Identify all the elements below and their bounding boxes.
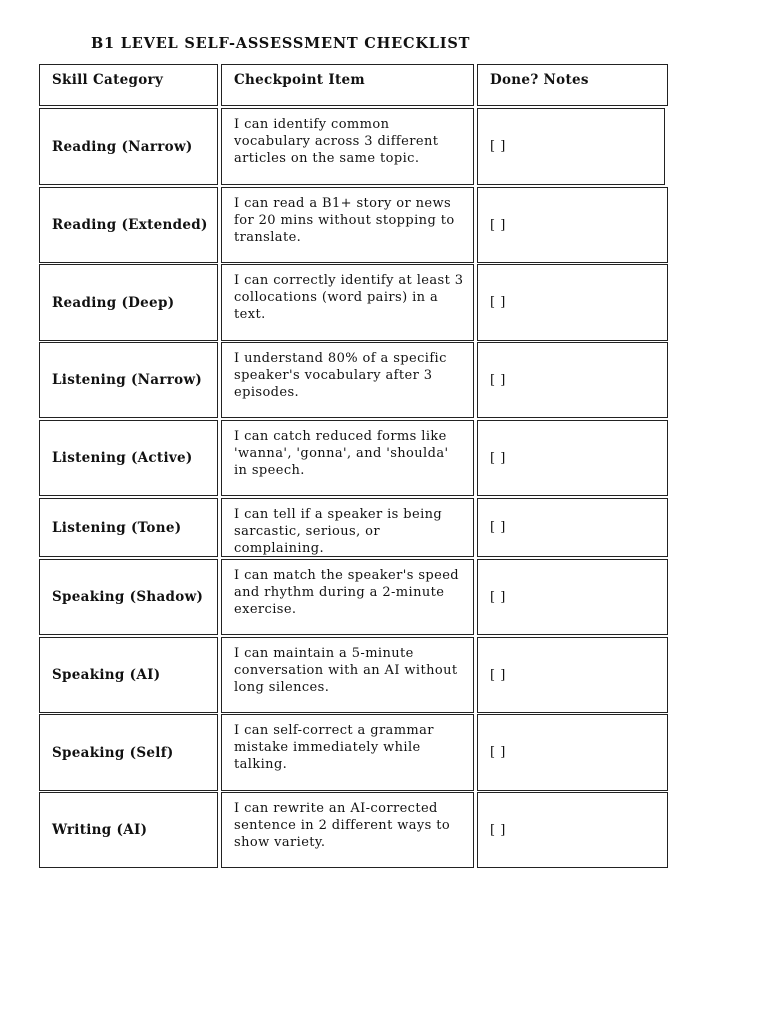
header-skill-category: Skill Category — [39, 64, 218, 106]
checkpoint-item-cell: I can catch reduced forms like 'wanna', 'gonna', and 'shoulda' in speech. — [221, 420, 474, 496]
done-notes-cell[interactable]: [ ] — [477, 108, 665, 185]
header-checkpoint-item: Checkpoint Item — [221, 64, 474, 106]
done-notes-cell[interactable]: [ ] — [477, 559, 668, 635]
skill-category-cell: Listening (Tone) — [39, 498, 218, 557]
checkpoint-item-cell: I can tell if a speaker is being sarcastic, serious, or complaining. — [221, 498, 474, 557]
header-done-notes: Done? Notes — [477, 64, 668, 106]
checkpoint-item-cell: I can maintain a 5-minute conversation with an AI without long silences. — [221, 637, 474, 713]
checkpoint-item-cell: I can read a B1+ story or news for 20 mins without stopping to translate. — [221, 187, 474, 263]
skill-category-cell: Listening (Narrow) — [39, 342, 218, 418]
skill-category-cell: Speaking (Shadow) — [39, 559, 218, 635]
skill-category-cell: Listening (Active) — [39, 420, 218, 496]
checkpoint-item-cell: I can identify common vocabulary across 3 different articles on the same topic. — [221, 108, 474, 185]
done-notes-cell[interactable]: [ ] — [477, 498, 668, 557]
skill-category-cell: Reading (Extended) — [39, 187, 218, 263]
checkpoint-item-cell: I understand 80% of a specific speaker's vocabulary after 3 episodes. — [221, 342, 474, 418]
done-notes-cell[interactable]: [ ] — [477, 342, 668, 418]
checkpoint-item-cell: I can match the speaker's speed and rhythm during a 2-minute exercise. — [221, 559, 474, 635]
done-notes-cell[interactable]: [ ] — [477, 714, 668, 791]
skill-category-cell: Reading (Deep) — [39, 264, 218, 341]
skill-category-cell: Speaking (AI) — [39, 637, 218, 713]
done-notes-cell[interactable]: [ ] — [477, 792, 668, 868]
done-notes-cell[interactable]: [ ] — [477, 264, 668, 341]
done-notes-cell[interactable]: [ ] — [477, 187, 668, 263]
page-title: B1 LEVEL SELF-ASSESSMENT CHECKLIST — [91, 35, 471, 52]
skill-category-cell: Reading (Narrow) — [39, 108, 218, 185]
checkpoint-item-cell: I can rewrite an AI-corrected sentence in 2 different ways to show variety. — [221, 792, 474, 868]
checkpoint-item-cell: I can correctly identify at least 3 collocations (word pairs) in a text. — [221, 264, 474, 341]
skill-category-cell: Writing (AI) — [39, 792, 218, 868]
skill-category-cell: Speaking (Self) — [39, 714, 218, 791]
done-notes-cell[interactable]: [ ] — [477, 637, 668, 713]
checkpoint-item-cell: I can self-correct a grammar mistake immediately while talking. — [221, 714, 474, 791]
done-notes-cell[interactable]: [ ] — [477, 420, 668, 496]
